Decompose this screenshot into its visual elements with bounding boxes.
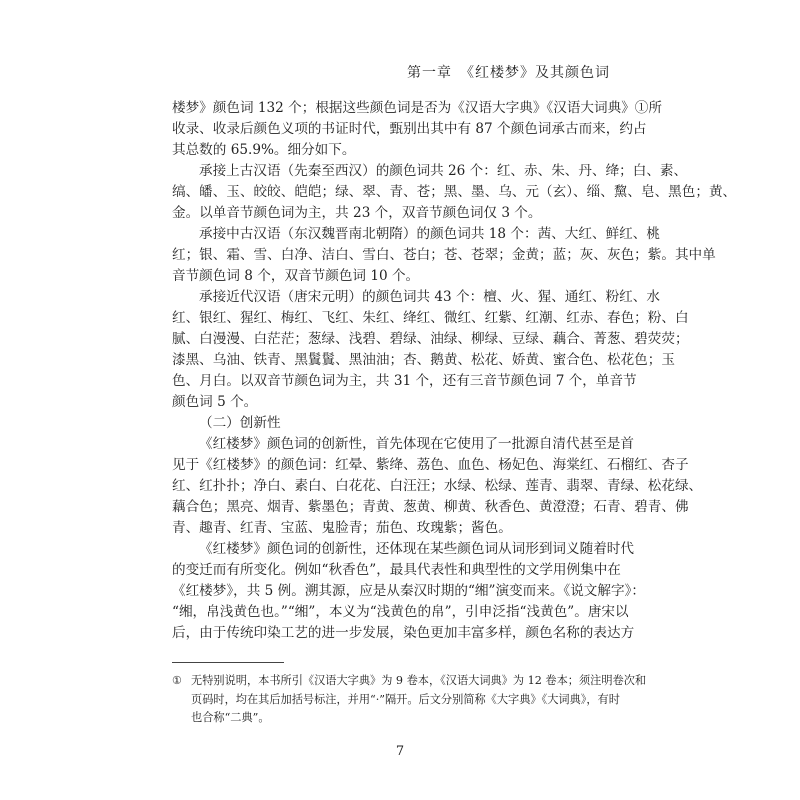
text-line: 红、红扑扑；净白、素白、白花花、白汪汪；水绿、松绿、莲青、翡翠、青绿、松花绿、: [172, 478, 703, 494]
text-line: “缃，帛浅黄色也。”“缃”，本义为“浅黄色的帛”，引申泛指“浅黄色”。唐宋以: [172, 604, 629, 620]
text-line: 红、银红、猩红、梅红、飞红、朱红、绛红、微红、红紫、红潮、红赤、春色；粉、白: [172, 310, 689, 326]
text-line: 《红楼梦》颜色词的创新性，还体现在某些颜色词从词形到词义随着时代: [199, 541, 634, 557]
text-line: 《红楼梦》，共 5 例。溯其源，应是从秦汉时期的“缃”演变而来。《说文解字》：: [172, 583, 645, 599]
footnote-text: [191, 672, 647, 728]
text-line: 颜色词 5 个。: [172, 394, 258, 410]
footnote: [172, 672, 647, 728]
text-line: 《红楼梦》颜色词的创新性，首先体现在它使用了一批源自清代甚至是首: [199, 436, 634, 452]
text-line: 红；银、霜、雪、白净、洁白、雪白、苍白；苍、苍翠；金黄；蓝；灰、灰色；紫。其中单: [172, 247, 716, 263]
text-line: 色、月白。以双音节颜色词为主，共 31 个，还有三音节颜色词 7 个，单音节: [172, 373, 637, 389]
text-line: 承接中古汉语（东汉魏晋南北朝隋）的颜色词共 18 个：茜、大红、鲜红、桃: [199, 226, 660, 242]
text-line: 的变迁而有所变化。例如“秋香色”，最具代表性和典型性的文学用例集中在: [172, 562, 621, 578]
footnote-line: 也合称“二典”。: [191, 711, 270, 724]
text-line: 收录、收录后颜色义项的书证时代，甄别出其中有 87 个颜色词承古而来，约占: [172, 121, 647, 137]
paragraphs-after: [172, 434, 703, 644]
footnote-marker: ①: [172, 674, 183, 687]
text-line: 缟、皤、玉、皎皎、皑皑；绿、翠、青、苍；黑、墨、乌、元（玄）、缁、黧、皂、黑色；黄、: [172, 184, 737, 200]
text-line: 后，由于传统印染工艺的进一步发展，染色更加丰富多样，颜色名称的表达方: [172, 625, 635, 641]
text-line: 音节颜色词 8 个，双音节颜色词 10 个。: [172, 268, 420, 284]
paragraph: [172, 224, 716, 287]
text-line: 其总数的 65.9%。细分如下。: [172, 142, 356, 158]
text-line: 青、趣青、红青、宝蓝、鬼脸青；茄色、玫瑰紫；酱色。: [172, 520, 512, 536]
paragraph: [172, 539, 645, 644]
paragraph: [172, 161, 737, 224]
paragraph: [172, 287, 689, 413]
section-heading: （二）创新性: [199, 415, 281, 431]
page-number: 7: [395, 744, 405, 759]
text-line: 腻、白漫漫、白茫茫；葱绿、浅碧、碧绿、油绿、柳绿、豆绿、藕合、菁葱、碧荧荧；: [172, 331, 689, 347]
text-line: 漆黑、乌油、铁青、黑鬒鬒、黑油油；杏、鹅黄、松花、娇黄、蜜合色、松花色；玉: [172, 352, 675, 368]
text-line: 承接近代汉语（唐宋元明）的颜色词共 43 个：檀、火、猩、通红、粉红、水: [199, 289, 660, 305]
text-line: 见于《红楼梦》的颜色词：红晕、紫绛、荔色、血色、杨妃色、海棠红、石榴红、杏子: [172, 457, 689, 473]
text-line: 楼梦》颜色词 132 个；根据这些颜色词是否为《汉语大字典》《汉语大词典》①所: [172, 100, 662, 116]
text-line: 金。以单音节颜色词为主，共 23 个，双音节颜色词仅 3 个。: [172, 205, 542, 221]
footnote-line: 无特别说明，本书所引《汉语大字典》为 9 卷本，《汉语大词典》为 12 卷本；须注明卷次和: [191, 674, 647, 687]
paragraph: [172, 434, 703, 539]
paragraphs-before: [172, 98, 737, 413]
text-line: 承接上古汉语（先秦至西汉）的颜色词共 26 个：红、赤、朱、丹、绛；白、素、: [199, 163, 688, 179]
body-text: [172, 98, 737, 644]
text-line: 藕合色；黑亮、烟青、紫墨色；青黄、葱黄、柳黄、秋香色、黄澄澄；石青、碧青、佛: [172, 499, 689, 515]
footnote-line: 页码时，均在其后加括号标注，并用“·”隔开。后文分别简称《大字典》《大词典》，有时: [191, 692, 620, 706]
footnote-divider: [172, 662, 284, 663]
paragraph: [172, 98, 662, 161]
running-header: 第一章 《红楼梦》及其颜色词: [407, 65, 610, 81]
